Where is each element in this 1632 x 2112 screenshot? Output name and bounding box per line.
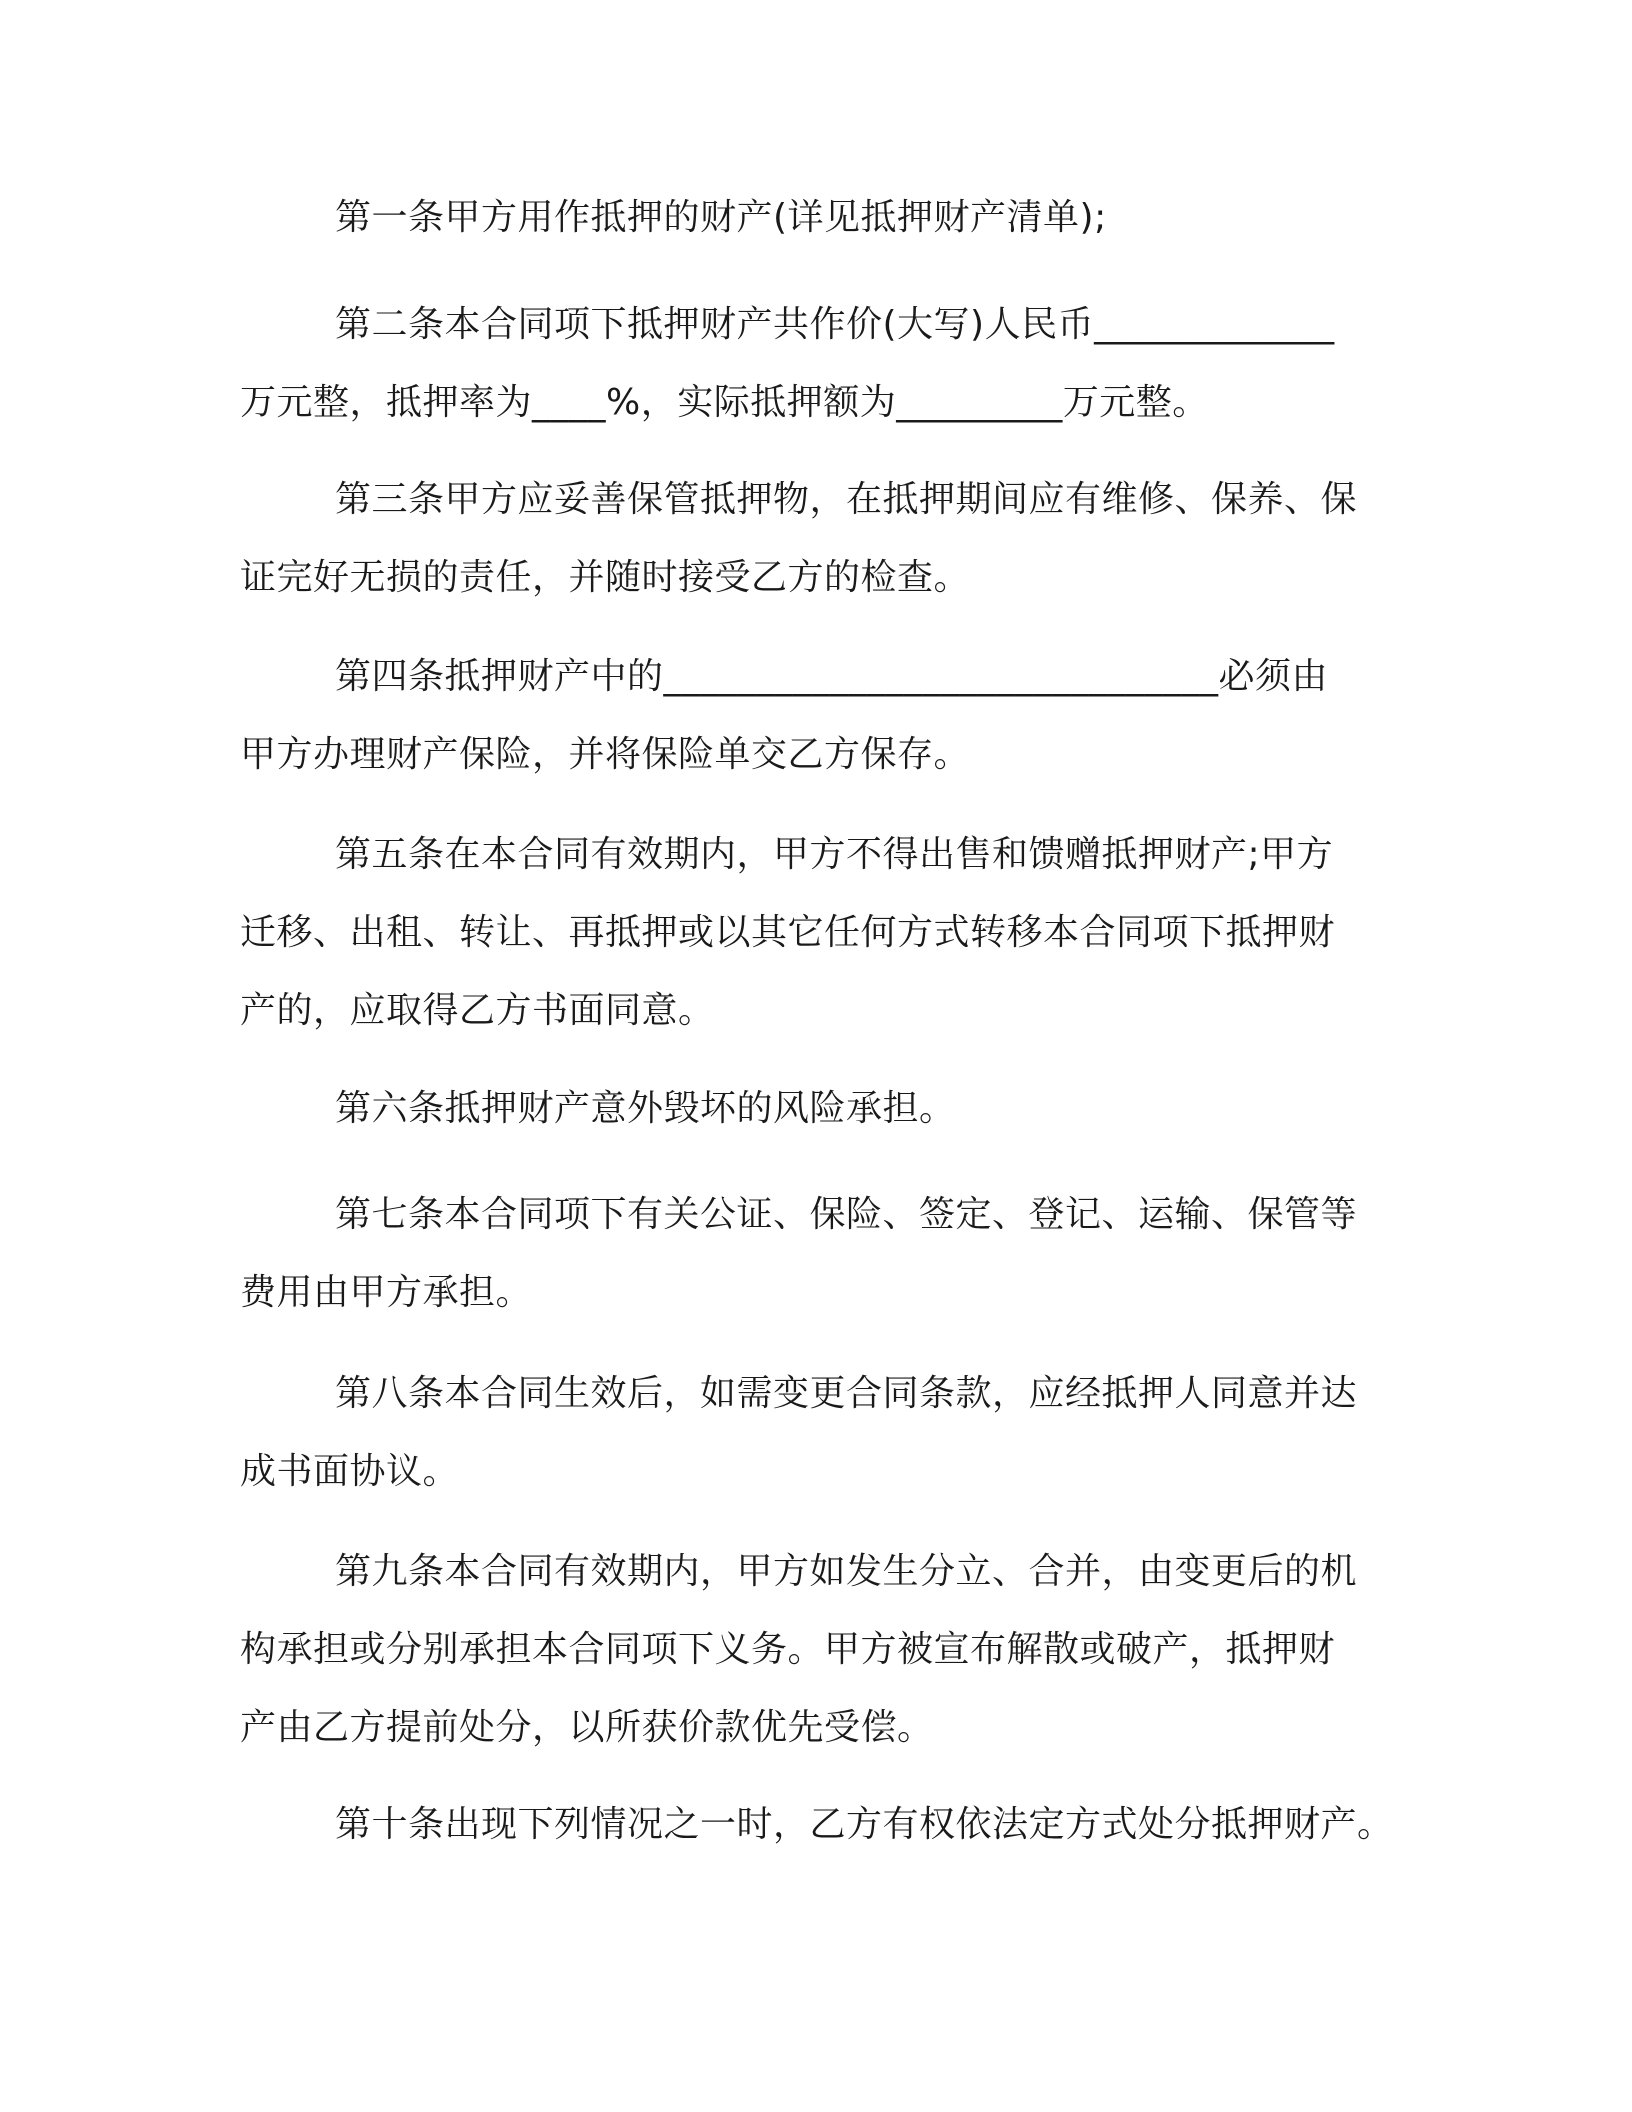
article-line: 第七条本合同项下有关公证、保险、签定、登记、运输、保管等 <box>335 1194 1358 1235</box>
article-line: 第三条甲方应妥善保管抵押物，在抵押期间应有维修、保养、保 <box>335 479 1358 520</box>
article-line: 第九条本合同有效期内，甲方如发生分立、合并，由变更后的机 <box>335 1551 1358 1592</box>
article-line: 第十条出现下列情况之一时，乙方有权依法定方式处分抵押财产。 <box>335 1804 1394 1845</box>
article-line: 构承担或分别承担本合同项下义务。甲方被宣布解散或破产，抵押财 <box>240 1629 1336 1670</box>
article-line: 迁移、出租、转让、再抵押或以其它任何方式转移本合同项下抵押财 <box>240 912 1336 953</box>
article-line: 产的，应取得乙方书面同意。 <box>240 990 715 1031</box>
article-line: 证完好无损的责任，并随时接受乙方的检查。 <box>240 557 971 598</box>
article-2 <box>240 286 1390 442</box>
article-line: 第一条甲方用作抵押的财产(详见抵押财产清单); <box>335 197 1107 238</box>
article-line: 成书面协议。 <box>240 1451 460 1492</box>
article-10 <box>240 1786 1394 1864</box>
article-5 <box>240 816 1390 1050</box>
article-4 <box>240 638 1390 794</box>
article-line: 第五条在本合同有效期内，甲方不得出售和馈赠抵押财产;甲方 <box>335 834 1334 875</box>
article-line: 第八条本合同生效后，如需变更合同条款，应经抵押人同意并达 <box>335 1373 1358 1414</box>
article-8 <box>240 1355 1390 1511</box>
article-7 <box>240 1176 1390 1332</box>
article-line: 第六条抵押财产意外毁坏的风险承担。 <box>335 1088 956 1129</box>
article-9 <box>240 1533 1390 1767</box>
article-line: 万元整，抵押率为____%，实际抵押额为_________万元整。 <box>240 382 1209 423</box>
article-line: 产由乙方提前处分，以所获价款优先受偿。 <box>240 1707 934 1748</box>
article-3 <box>240 461 1390 617</box>
article-line: 第四条抵押财产中的______________________________必须由 <box>335 656 1329 697</box>
article-6 <box>240 1070 1390 1148</box>
article-1 <box>240 179 1390 257</box>
article-line: 费用由甲方承担。 <box>240 1272 533 1313</box>
article-line: 甲方办理财产保险，并将保险单交乙方保存。 <box>240 734 971 775</box>
article-line: 第二条本合同项下抵押财产共作价(大写)人民币_____________ <box>335 304 1335 345</box>
